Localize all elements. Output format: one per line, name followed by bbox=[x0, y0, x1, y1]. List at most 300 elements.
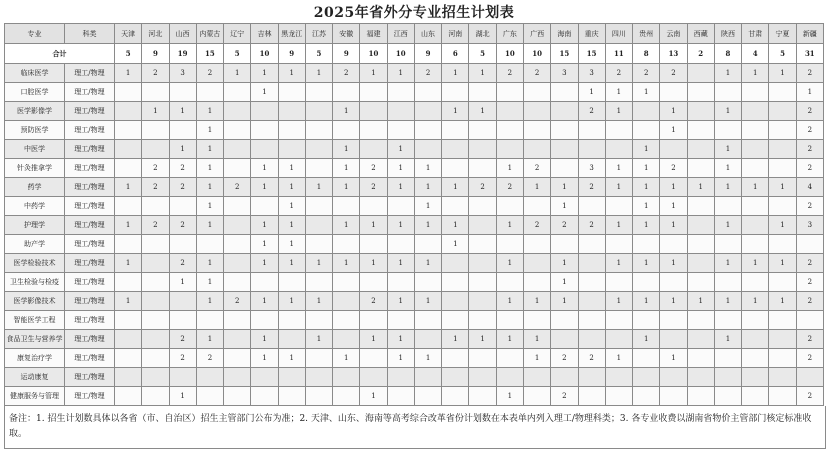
major-cell: 针灸推拿学 bbox=[5, 159, 65, 178]
table-row bbox=[5, 387, 824, 406]
count-cell bbox=[278, 121, 305, 140]
count-cell bbox=[142, 254, 169, 273]
count-cell bbox=[687, 330, 714, 349]
total-cell: 9 bbox=[333, 44, 360, 64]
count-cell: 2 bbox=[796, 197, 823, 216]
count-cell bbox=[687, 64, 714, 83]
count-cell: 1 bbox=[714, 140, 741, 159]
count-cell bbox=[115, 235, 142, 254]
category-cell: 理工/物理 bbox=[65, 216, 115, 235]
count-cell bbox=[551, 368, 578, 387]
count-cell bbox=[278, 368, 305, 387]
count-cell bbox=[523, 368, 550, 387]
count-cell: 1 bbox=[633, 216, 660, 235]
count-cell: 2 bbox=[796, 273, 823, 292]
count-cell bbox=[333, 292, 360, 311]
count-cell bbox=[496, 368, 523, 387]
count-cell bbox=[442, 387, 469, 406]
count-cell bbox=[305, 216, 332, 235]
count-cell bbox=[360, 368, 387, 387]
count-cell: 2 bbox=[169, 254, 196, 273]
count-cell: 1 bbox=[660, 216, 687, 235]
count-cell bbox=[414, 235, 441, 254]
count-cell: 2 bbox=[796, 387, 823, 406]
count-cell: 1 bbox=[387, 178, 414, 197]
header-province: 江西 bbox=[387, 24, 414, 44]
count-cell bbox=[115, 311, 142, 330]
count-cell: 1 bbox=[196, 216, 223, 235]
count-cell: 1 bbox=[387, 349, 414, 368]
count-cell: 1 bbox=[605, 159, 632, 178]
count-cell: 1 bbox=[360, 330, 387, 349]
count-cell bbox=[251, 387, 278, 406]
count-cell bbox=[142, 330, 169, 349]
count-cell bbox=[115, 387, 142, 406]
count-cell bbox=[414, 273, 441, 292]
count-cell bbox=[142, 311, 169, 330]
header-category: 科类 bbox=[65, 24, 115, 44]
count-cell: 1 bbox=[605, 349, 632, 368]
total-cell: 6 bbox=[442, 44, 469, 64]
count-cell bbox=[578, 121, 605, 140]
count-cell bbox=[687, 311, 714, 330]
total-cell: 2 bbox=[687, 44, 714, 64]
major-cell: 临床医学 bbox=[5, 64, 65, 83]
count-cell bbox=[414, 102, 441, 121]
count-cell bbox=[387, 197, 414, 216]
count-cell: 1 bbox=[196, 273, 223, 292]
count-cell: 1 bbox=[742, 254, 769, 273]
category-cell: 理工/物理 bbox=[65, 159, 115, 178]
count-cell bbox=[551, 83, 578, 102]
count-cell bbox=[224, 368, 251, 387]
count-cell bbox=[660, 387, 687, 406]
total-cell: 9 bbox=[278, 44, 305, 64]
table-row bbox=[5, 330, 824, 349]
count-cell: 2 bbox=[196, 64, 223, 83]
header-province: 广东 bbox=[496, 24, 523, 44]
count-cell: 1 bbox=[633, 159, 660, 178]
count-cell: 1 bbox=[333, 102, 360, 121]
count-cell: 2 bbox=[796, 140, 823, 159]
count-cell: 1 bbox=[251, 235, 278, 254]
header-province: 西藏 bbox=[687, 24, 714, 44]
total-cell: 8 bbox=[714, 44, 741, 64]
count-cell: 1 bbox=[169, 273, 196, 292]
count-cell bbox=[169, 292, 196, 311]
count-cell: 1 bbox=[251, 216, 278, 235]
header-province: 四川 bbox=[605, 24, 632, 44]
category-cell: 理工/物理 bbox=[65, 292, 115, 311]
count-cell: 1 bbox=[414, 216, 441, 235]
count-cell bbox=[523, 235, 550, 254]
count-cell: 2 bbox=[796, 159, 823, 178]
count-cell: 1 bbox=[769, 178, 796, 197]
count-cell bbox=[769, 159, 796, 178]
count-cell bbox=[278, 311, 305, 330]
count-cell: 1 bbox=[169, 102, 196, 121]
count-cell bbox=[387, 387, 414, 406]
count-cell bbox=[687, 197, 714, 216]
count-cell: 2 bbox=[796, 64, 823, 83]
count-cell: 1 bbox=[605, 292, 632, 311]
total-cell: 10 bbox=[251, 44, 278, 64]
count-cell: 1 bbox=[251, 83, 278, 102]
count-cell bbox=[687, 140, 714, 159]
count-cell: 1 bbox=[523, 292, 550, 311]
count-cell: 1 bbox=[333, 216, 360, 235]
count-cell: 1 bbox=[115, 254, 142, 273]
count-cell bbox=[714, 197, 741, 216]
category-cell: 理工/物理 bbox=[65, 178, 115, 197]
count-cell bbox=[769, 368, 796, 387]
count-cell bbox=[333, 197, 360, 216]
category-cell: 理工/物理 bbox=[65, 64, 115, 83]
count-cell: 2 bbox=[169, 216, 196, 235]
count-cell bbox=[578, 140, 605, 159]
count-cell bbox=[660, 368, 687, 387]
count-cell: 1 bbox=[414, 254, 441, 273]
count-cell: 1 bbox=[660, 102, 687, 121]
count-cell: 2 bbox=[414, 64, 441, 83]
count-cell: 1 bbox=[360, 216, 387, 235]
count-cell bbox=[742, 387, 769, 406]
count-cell bbox=[605, 368, 632, 387]
count-cell bbox=[442, 197, 469, 216]
count-cell: 1 bbox=[278, 292, 305, 311]
header-province: 河北 bbox=[142, 24, 169, 44]
count-cell: 1 bbox=[387, 159, 414, 178]
count-cell bbox=[142, 83, 169, 102]
count-cell: 1 bbox=[442, 102, 469, 121]
count-cell bbox=[224, 216, 251, 235]
count-cell: 1 bbox=[523, 330, 550, 349]
table-row bbox=[5, 64, 824, 83]
count-cell: 1 bbox=[142, 102, 169, 121]
count-cell bbox=[251, 102, 278, 121]
count-cell: 1 bbox=[251, 292, 278, 311]
total-cell: 9 bbox=[414, 44, 441, 64]
count-cell: 1 bbox=[360, 254, 387, 273]
count-cell: 2 bbox=[196, 349, 223, 368]
header-province: 安徽 bbox=[333, 24, 360, 44]
total-cell: 8 bbox=[633, 44, 660, 64]
count-cell: 1 bbox=[278, 235, 305, 254]
count-cell: 3 bbox=[796, 216, 823, 235]
header-province: 吉林 bbox=[251, 24, 278, 44]
major-cell: 智能医学工程 bbox=[5, 311, 65, 330]
count-cell bbox=[414, 311, 441, 330]
count-cell: 1 bbox=[414, 159, 441, 178]
count-cell bbox=[224, 197, 251, 216]
total-cell: 15 bbox=[551, 44, 578, 64]
count-cell bbox=[605, 311, 632, 330]
count-cell bbox=[578, 311, 605, 330]
count-cell: 1 bbox=[387, 330, 414, 349]
count-cell: 1 bbox=[496, 216, 523, 235]
table-row bbox=[5, 273, 824, 292]
count-cell: 1 bbox=[278, 197, 305, 216]
count-cell bbox=[305, 197, 332, 216]
count-cell bbox=[115, 197, 142, 216]
count-cell bbox=[633, 311, 660, 330]
count-cell: 1 bbox=[387, 254, 414, 273]
count-cell: 3 bbox=[578, 159, 605, 178]
table-row bbox=[5, 216, 824, 235]
count-cell: 1 bbox=[360, 387, 387, 406]
count-cell bbox=[496, 235, 523, 254]
count-cell bbox=[442, 83, 469, 102]
header-province: 海南 bbox=[551, 24, 578, 44]
count-cell bbox=[796, 235, 823, 254]
count-cell: 2 bbox=[523, 216, 550, 235]
header-province: 山西 bbox=[169, 24, 196, 44]
count-cell bbox=[387, 311, 414, 330]
count-cell: 1 bbox=[578, 83, 605, 102]
category-cell: 理工/物理 bbox=[65, 102, 115, 121]
count-cell: 1 bbox=[333, 349, 360, 368]
count-cell bbox=[251, 140, 278, 159]
count-cell bbox=[496, 140, 523, 159]
count-cell: 2 bbox=[551, 387, 578, 406]
count-cell bbox=[333, 273, 360, 292]
count-cell: 1 bbox=[660, 349, 687, 368]
count-cell bbox=[224, 387, 251, 406]
table-row bbox=[5, 197, 824, 216]
count-cell bbox=[605, 235, 632, 254]
count-cell: 1 bbox=[769, 64, 796, 83]
header-province: 辽宁 bbox=[224, 24, 251, 44]
count-cell bbox=[224, 235, 251, 254]
count-cell: 2 bbox=[796, 330, 823, 349]
count-cell bbox=[360, 273, 387, 292]
category-cell: 理工/物理 bbox=[65, 311, 115, 330]
count-cell: 1 bbox=[742, 292, 769, 311]
count-cell bbox=[442, 254, 469, 273]
count-cell: 1 bbox=[305, 254, 332, 273]
count-cell bbox=[224, 273, 251, 292]
count-cell bbox=[442, 311, 469, 330]
header-row bbox=[5, 24, 824, 44]
count-cell: 1 bbox=[742, 64, 769, 83]
count-cell bbox=[469, 311, 496, 330]
count-cell bbox=[305, 159, 332, 178]
count-cell: 1 bbox=[551, 292, 578, 311]
header-province: 宁夏 bbox=[769, 24, 796, 44]
count-cell bbox=[551, 102, 578, 121]
count-cell bbox=[305, 140, 332, 159]
table-row bbox=[5, 121, 824, 140]
count-cell bbox=[660, 140, 687, 159]
count-cell bbox=[278, 102, 305, 121]
count-cell bbox=[742, 349, 769, 368]
count-cell: 1 bbox=[469, 64, 496, 83]
count-cell bbox=[633, 235, 660, 254]
count-cell: 2 bbox=[551, 216, 578, 235]
count-cell bbox=[469, 292, 496, 311]
count-cell: 1 bbox=[196, 178, 223, 197]
count-cell: 1 bbox=[115, 64, 142, 83]
count-cell bbox=[387, 368, 414, 387]
count-cell bbox=[224, 311, 251, 330]
count-cell: 3 bbox=[578, 64, 605, 83]
count-cell bbox=[551, 140, 578, 159]
table-row bbox=[5, 159, 824, 178]
count-cell bbox=[633, 387, 660, 406]
header-province: 天津 bbox=[115, 24, 142, 44]
count-cell bbox=[714, 83, 741, 102]
count-cell bbox=[333, 121, 360, 140]
count-cell: 2 bbox=[169, 159, 196, 178]
header-province: 内蒙古 bbox=[196, 24, 223, 44]
count-cell bbox=[442, 159, 469, 178]
count-cell bbox=[660, 311, 687, 330]
count-cell bbox=[224, 159, 251, 178]
count-cell: 1 bbox=[496, 387, 523, 406]
count-cell bbox=[605, 197, 632, 216]
count-cell bbox=[142, 349, 169, 368]
count-cell bbox=[224, 330, 251, 349]
count-cell: 1 bbox=[496, 292, 523, 311]
count-cell bbox=[496, 83, 523, 102]
count-cell: 1 bbox=[196, 197, 223, 216]
count-cell bbox=[278, 273, 305, 292]
count-cell bbox=[742, 159, 769, 178]
count-cell: 1 bbox=[633, 254, 660, 273]
count-cell bbox=[305, 235, 332, 254]
total-cell: 10 bbox=[496, 44, 523, 64]
count-cell bbox=[469, 140, 496, 159]
count-cell bbox=[142, 140, 169, 159]
count-cell bbox=[196, 368, 223, 387]
count-cell bbox=[687, 216, 714, 235]
count-cell: 2 bbox=[142, 159, 169, 178]
count-cell: 2 bbox=[605, 64, 632, 83]
count-cell bbox=[469, 368, 496, 387]
count-cell bbox=[578, 235, 605, 254]
count-cell: 1 bbox=[551, 197, 578, 216]
count-cell bbox=[633, 121, 660, 140]
total-cell: 19 bbox=[169, 44, 196, 64]
table-row bbox=[5, 102, 824, 121]
count-cell bbox=[414, 140, 441, 159]
count-cell: 1 bbox=[442, 178, 469, 197]
count-cell bbox=[360, 83, 387, 102]
count-cell bbox=[742, 102, 769, 121]
count-cell bbox=[442, 121, 469, 140]
count-cell: 1 bbox=[251, 64, 278, 83]
count-cell: 1 bbox=[442, 330, 469, 349]
count-cell: 1 bbox=[496, 159, 523, 178]
count-cell bbox=[660, 83, 687, 102]
count-cell bbox=[224, 254, 251, 273]
category-cell: 理工/物理 bbox=[65, 254, 115, 273]
count-cell: 1 bbox=[414, 349, 441, 368]
count-cell: 2 bbox=[551, 349, 578, 368]
count-cell: 2 bbox=[142, 64, 169, 83]
header-province: 河南 bbox=[442, 24, 469, 44]
count-cell: 1 bbox=[442, 216, 469, 235]
count-cell: 1 bbox=[605, 254, 632, 273]
count-cell bbox=[687, 235, 714, 254]
table-row bbox=[5, 235, 824, 254]
count-cell bbox=[251, 368, 278, 387]
count-cell bbox=[224, 102, 251, 121]
major-cell: 食品卫生与营养学 bbox=[5, 330, 65, 349]
count-cell bbox=[769, 140, 796, 159]
count-cell bbox=[496, 273, 523, 292]
major-cell: 中药学 bbox=[5, 197, 65, 216]
count-cell: 4 bbox=[796, 178, 823, 197]
count-cell: 1 bbox=[633, 140, 660, 159]
count-cell bbox=[305, 121, 332, 140]
count-cell: 1 bbox=[714, 178, 741, 197]
count-cell bbox=[578, 254, 605, 273]
count-cell: 1 bbox=[714, 216, 741, 235]
count-cell: 2 bbox=[578, 216, 605, 235]
count-cell: 1 bbox=[196, 140, 223, 159]
count-cell: 2 bbox=[360, 159, 387, 178]
count-cell bbox=[360, 121, 387, 140]
count-cell bbox=[742, 83, 769, 102]
count-cell bbox=[278, 140, 305, 159]
count-cell: 1 bbox=[469, 102, 496, 121]
header-province: 福建 bbox=[360, 24, 387, 44]
count-cell bbox=[115, 159, 142, 178]
count-cell: 1 bbox=[196, 121, 223, 140]
count-cell bbox=[523, 273, 550, 292]
count-cell bbox=[769, 197, 796, 216]
count-cell bbox=[551, 159, 578, 178]
major-cell: 健康服务与管理 bbox=[5, 387, 65, 406]
count-cell bbox=[169, 83, 196, 102]
count-cell bbox=[251, 273, 278, 292]
count-cell bbox=[305, 102, 332, 121]
count-cell bbox=[224, 121, 251, 140]
table-row bbox=[5, 292, 824, 311]
count-cell: 1 bbox=[414, 292, 441, 311]
page-title: 2025年省外分专业招生计划表 bbox=[313, 5, 515, 21]
count-cell bbox=[687, 83, 714, 102]
table-row bbox=[5, 311, 824, 330]
count-cell bbox=[115, 121, 142, 140]
count-cell bbox=[333, 387, 360, 406]
count-cell: 1 bbox=[251, 254, 278, 273]
count-cell bbox=[742, 368, 769, 387]
count-cell: 1 bbox=[196, 292, 223, 311]
count-cell bbox=[224, 140, 251, 159]
count-cell bbox=[278, 83, 305, 102]
count-cell bbox=[305, 349, 332, 368]
count-cell: 1 bbox=[551, 178, 578, 197]
count-cell bbox=[278, 330, 305, 349]
count-cell bbox=[714, 368, 741, 387]
count-cell: 1 bbox=[333, 159, 360, 178]
count-cell bbox=[196, 235, 223, 254]
count-cell bbox=[578, 330, 605, 349]
count-cell bbox=[687, 349, 714, 368]
count-cell: 1 bbox=[196, 102, 223, 121]
count-cell bbox=[360, 197, 387, 216]
count-cell bbox=[742, 216, 769, 235]
count-cell: 1 bbox=[660, 254, 687, 273]
count-cell: 2 bbox=[796, 254, 823, 273]
count-cell: 1 bbox=[224, 64, 251, 83]
total-row bbox=[5, 44, 824, 64]
count-cell: 1 bbox=[660, 292, 687, 311]
count-cell: 1 bbox=[714, 102, 741, 121]
count-cell bbox=[578, 368, 605, 387]
